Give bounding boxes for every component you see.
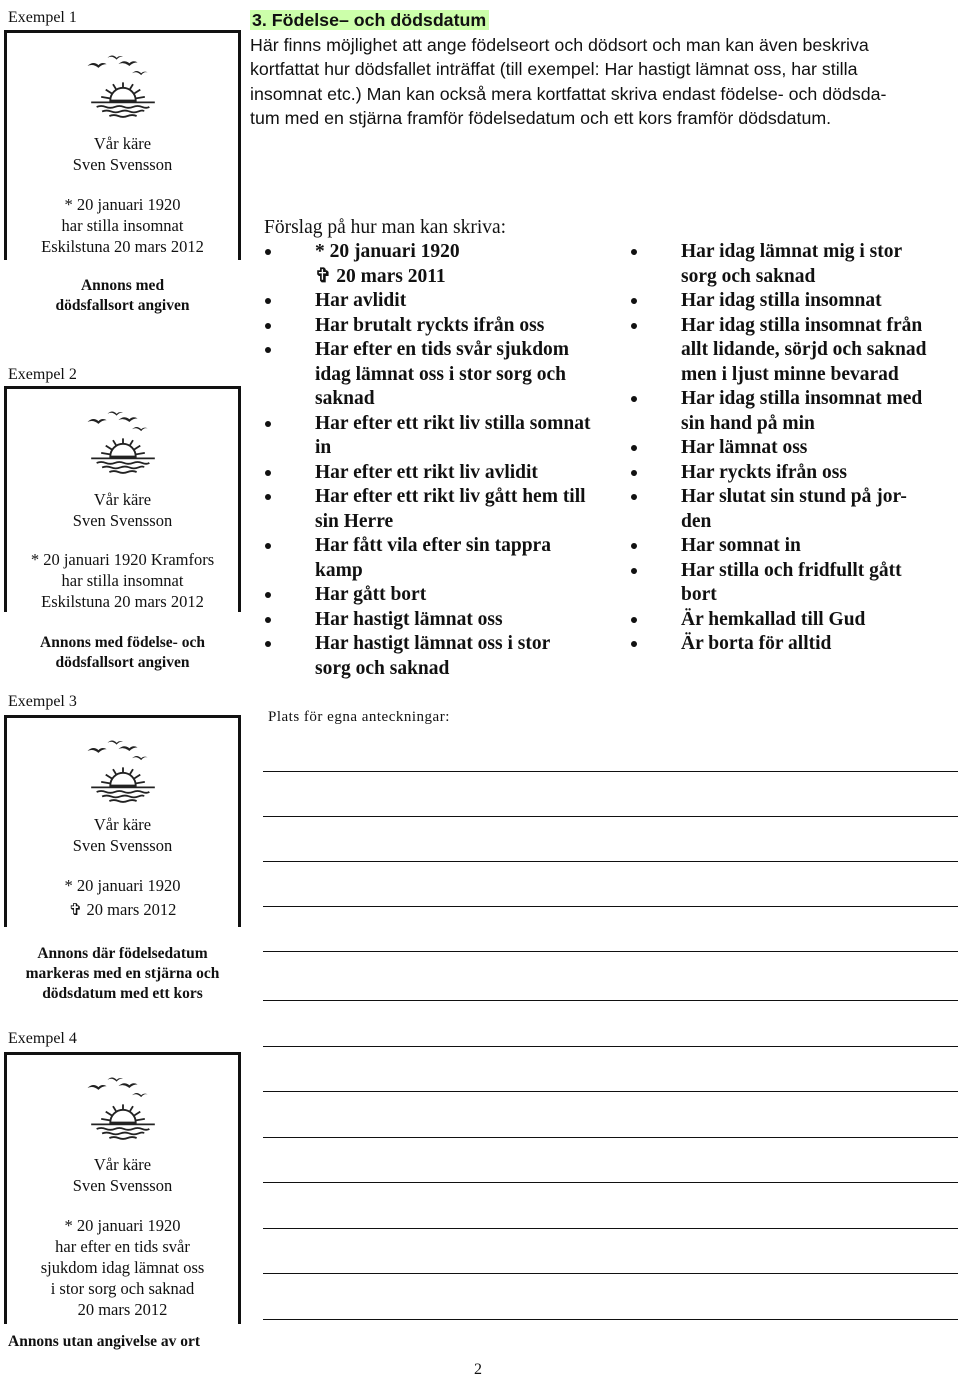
- example-3-notice: [4, 715, 241, 927]
- page-number: 2: [474, 1361, 482, 1378]
- notice-detail-line: har stilla insomnat: [61, 216, 184, 235]
- caption-line: dödsfallsort angiven: [55, 297, 190, 314]
- suggestion-item: [631, 632, 960, 657]
- suggestion-item-continuation: [265, 510, 625, 535]
- note-line: [263, 1137, 958, 1138]
- bullet-icon: [631, 470, 637, 476]
- suggestion-text: ✞ 20 mars 2011: [315, 265, 446, 287]
- intro-line: insomnat etc.) Man kan också mera kortfattat skriva endast födelse- och dödsda-: [250, 83, 887, 104]
- suggestion-item-continuation: [631, 510, 960, 535]
- suggestion-item: [631, 436, 960, 461]
- bullet-icon: [265, 543, 271, 549]
- suggestion-text: Har ryckts ifrån oss: [681, 461, 847, 483]
- suggestion-text: Har hastigt lämnat oss i stor: [315, 633, 551, 654]
- suggestion-text: Har efter ett rikt liv stilla somnat: [315, 412, 591, 434]
- bullet-icon: [265, 592, 271, 598]
- example-2-label: Exempel 2: [8, 366, 77, 383]
- suggestion-text: Har hastigt lämnat oss: [315, 608, 503, 630]
- notice-name-line: Vår käre: [93, 815, 152, 834]
- suggestion-item: [631, 608, 960, 633]
- notice-name-line: Sven Svensson: [72, 1176, 173, 1195]
- bullet-icon: [265, 347, 271, 353]
- note-line: [263, 816, 958, 817]
- suggestion-item: [265, 534, 625, 559]
- suggestion-text: * 20 januari 1920: [315, 241, 460, 262]
- example-4-label: Exempel 4: [8, 1030, 77, 1047]
- suggestion-text: Har efter ett rikt liv avlidit: [315, 461, 538, 483]
- note-line: [263, 1319, 958, 1320]
- caption-line: Annons med födelse- och: [40, 634, 205, 651]
- bullet-icon: [631, 568, 637, 574]
- suggestion-item: [631, 461, 960, 486]
- example-1-label: Exempel 1: [8, 9, 77, 26]
- suggestion-text: Har somnat in: [681, 535, 801, 556]
- suggestion-item: [631, 289, 960, 314]
- notice-name-line: Sven Svensson: [72, 155, 173, 174]
- note-line: [263, 1182, 958, 1183]
- example-2-caption: [4, 633, 241, 673]
- suggestion-text: Har fått vila efter sin tappra: [315, 535, 551, 556]
- caption-line: Annons utan angivelse av ort: [8, 1333, 201, 1350]
- notice-detail-line: har stilla insomnat: [61, 571, 184, 590]
- example-4-notice: [4, 1052, 241, 1324]
- example-3-caption: [4, 944, 241, 1004]
- suggestion-item-continuation: [631, 338, 960, 363]
- bullet-icon: [265, 323, 271, 329]
- notes-label: Plats för egna anteckningar:: [268, 709, 450, 725]
- notice-detail-line: i stor sorg och saknad: [50, 1279, 195, 1298]
- suggestion-item: [265, 240, 625, 265]
- suggestion-text: Är hemkallad till Gud: [681, 608, 866, 630]
- suggestion-item-continuation: [265, 559, 625, 584]
- notice-detail-line: * 20 januari 1920: [64, 1216, 181, 1235]
- suggestion-item-continuation: [265, 436, 625, 461]
- suggestions-title: Förslag på hur man kan skriva:: [264, 217, 507, 238]
- birds-over-sunset-icon: [73, 405, 173, 479]
- bullet-icon: [265, 249, 271, 255]
- suggestion-item: [265, 485, 625, 510]
- notice-detail-line: Eskilstuna 20 mars 2012: [41, 592, 204, 611]
- suggestion-item-continuation: [631, 412, 960, 437]
- caption-line: dödsfallsort angiven: [55, 654, 190, 671]
- caption-line: markeras med en stjärna och: [25, 965, 220, 982]
- section-heading: 3. Födelse– och dödsdatum: [250, 10, 489, 30]
- intro-line: Här finns möjlighet att ange födelseort och dödsort och man kan även beskriva: [250, 34, 869, 55]
- suggestion-text: saknad: [315, 388, 375, 409]
- bullet-icon: [265, 617, 271, 623]
- bullet-icon: [631, 494, 637, 500]
- suggestion-item: [265, 338, 625, 363]
- suggestion-text: Har idag stilla insomnat från: [681, 314, 923, 336]
- birds-over-sunset-icon: [73, 49, 173, 123]
- suggestion-item-continuation: [631, 363, 960, 388]
- section-intro: [250, 8, 955, 131]
- suggestion-text: Har lämnat oss: [681, 437, 808, 458]
- suggestion-text: sorg och saknad: [315, 657, 450, 679]
- suggestion-text: Har gått bort: [315, 584, 427, 605]
- suggestion-item: [631, 485, 960, 510]
- notice-detail-line: har efter en tids svår: [55, 1237, 190, 1256]
- bullet-icon: [631, 445, 637, 451]
- suggestion-text: bort: [681, 584, 717, 605]
- suggestion-text: Har brutalt ryckts ifrån oss: [315, 314, 545, 336]
- bullet-icon: [631, 543, 637, 549]
- notice-detail-line: * 20 januari 1920 Kramfors: [30, 550, 215, 569]
- notice-detail-line: sjukdom idag lämnat oss: [40, 1258, 205, 1277]
- bullet-icon: [631, 396, 637, 402]
- note-line: [263, 861, 958, 862]
- caption-line: Annons där födelsedatum: [37, 945, 208, 962]
- note-line: [263, 1046, 958, 1047]
- suggestion-text: in: [315, 437, 332, 458]
- suggestion-item: [631, 387, 960, 412]
- suggestion-item: [265, 608, 625, 633]
- suggestion-item-continuation: [265, 265, 625, 290]
- bullet-icon: [631, 323, 637, 329]
- suggestion-text: Har slutat sin stund på jor-: [681, 486, 907, 507]
- suggestion-text: Har stilla och fridfullt gått: [681, 559, 902, 581]
- bullet-icon: [631, 298, 637, 304]
- caption-line: dödsdatum med ett kors: [42, 985, 203, 1002]
- suggestion-item: [631, 534, 960, 559]
- suggestion-text: sorg och saknad: [681, 265, 816, 287]
- suggestion-item: [265, 289, 625, 314]
- example-1-caption: [4, 276, 241, 316]
- notice-name-line: Vår käre: [93, 1155, 152, 1174]
- suggestion-text: Har idag lämnat mig i stor: [681, 241, 903, 262]
- birds-over-sunset-icon: [73, 1071, 173, 1145]
- suggestions-left-list: [265, 240, 625, 681]
- suggestions-right-list: [631, 240, 960, 657]
- bullet-icon: [631, 617, 637, 623]
- suggestion-item-continuation: [265, 657, 625, 682]
- note-line: [263, 1000, 958, 1001]
- suggestion-text: Har avlidit: [315, 290, 407, 311]
- suggestion-text: sin Herre: [315, 510, 394, 532]
- suggestion-item-continuation: [265, 363, 625, 388]
- suggestion-item: [265, 461, 625, 486]
- note-line: [263, 906, 958, 907]
- suggestion-text: kamp: [315, 559, 363, 581]
- note-line: [263, 1273, 958, 1274]
- notice-name-line: Vår käre: [93, 134, 152, 153]
- note-line: [263, 1091, 958, 1092]
- example-1-notice: [4, 30, 241, 260]
- bullet-icon: [631, 641, 637, 647]
- suggestion-item: [265, 583, 625, 608]
- notice-detail-line: * 20 januari 1920: [64, 876, 181, 895]
- note-line: [263, 771, 958, 772]
- birds-over-sunset-icon: [73, 734, 173, 808]
- bullet-icon: [265, 298, 271, 304]
- notice-name-line: Sven Svensson: [72, 511, 173, 530]
- notice-name-line: Sven Svensson: [72, 836, 173, 855]
- bullet-icon: [631, 249, 637, 255]
- bullet-icon: [265, 470, 271, 476]
- suggestion-item-continuation: [631, 583, 960, 608]
- example-2-notice: [4, 386, 241, 612]
- notice-detail-line: * 20 januari 1920: [64, 195, 181, 214]
- suggestion-text: idag lämnat oss i stor sorg och: [315, 363, 566, 385]
- suggestion-text: den: [681, 510, 712, 532]
- bullet-icon: [265, 421, 271, 427]
- suggestion-text: Är borta för alltid: [681, 633, 832, 654]
- suggestion-item: [265, 632, 625, 657]
- caption-line: Annons med: [80, 277, 165, 294]
- suggestion-item-continuation: [265, 387, 625, 412]
- suggestion-item-continuation: [631, 265, 960, 290]
- bullet-icon: [265, 641, 271, 647]
- suggestion-text: Har efter ett rikt liv gått hem till: [315, 486, 586, 507]
- suggestion-text: sin hand på min: [681, 412, 815, 434]
- notice-detail-line: 20 mars 2012: [77, 1300, 168, 1319]
- note-line: [263, 1228, 958, 1229]
- bullet-icon: [265, 494, 271, 500]
- suggestion-item: [265, 412, 625, 437]
- suggestion-item: [265, 314, 625, 339]
- note-line: [263, 951, 958, 952]
- suggestion-item: [631, 314, 960, 339]
- suggestion-text: Har efter en tids svår sjukdom: [315, 339, 570, 360]
- suggestion-text: men i ljust minne bevarad: [681, 363, 899, 385]
- intro-line: kortfattat hur dödsfallet inträffat (till exempel: Har hastigt lämnat oss, har stilla: [250, 59, 858, 79]
- suggestion-text: Har idag stilla insomnat: [681, 290, 882, 311]
- example-4-caption: [8, 1332, 245, 1352]
- notice-detail-line: ✞ 20 mars 2012: [68, 900, 177, 919]
- intro-line: tum med en stjärna framför födelsedatum och ett kors framför dödsdatum.: [250, 108, 832, 128]
- suggestion-item: [631, 240, 960, 265]
- notice-detail-line: Eskilstuna 20 mars 2012: [41, 237, 204, 256]
- notice-name-line: Vår käre: [93, 490, 152, 509]
- suggestion-text: Har idag stilla insomnat med: [681, 388, 923, 409]
- suggestion-item: [631, 559, 960, 584]
- suggestion-text: allt lidande, sörjd och saknad: [681, 339, 927, 360]
- example-3-label: Exempel 3: [8, 693, 77, 710]
